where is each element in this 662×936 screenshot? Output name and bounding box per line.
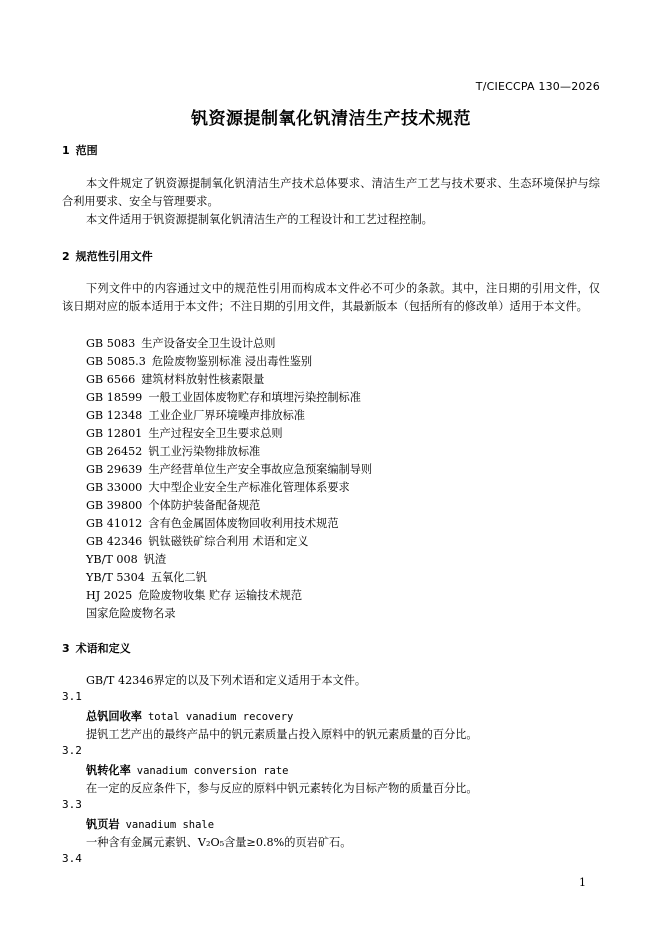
term-definition: 提钒工艺产出的最终产品中的钒元素质量占投入原料中的钒元素质量的百分比。 xyxy=(86,728,478,741)
reference-item: GB 41012 含有色金属固体废物回收利用技术规范 xyxy=(86,517,339,530)
terms-intro-paragraph: GB/T 42346界定的以及下列术语和定义适用于本文件。 xyxy=(86,674,367,687)
term-entry xyxy=(86,762,288,778)
document-number: T/CIECCPA 130—2026 xyxy=(475,80,600,93)
term-chinese: 钒转化率 xyxy=(86,764,131,777)
page-number: 1 xyxy=(579,876,586,889)
reference-item: GB 42346 钒钛磁铁矿综合利用 术语和定义 xyxy=(86,535,309,548)
reference-item: GB 5085.3 危险废物鉴别标准 浸出毒性鉴别 xyxy=(86,355,313,368)
clause-number: 3.1 xyxy=(62,690,82,703)
term-english: vanadium shale xyxy=(125,819,215,831)
document-title: 钒资源提制氧化钒清洁生产技术规范 xyxy=(191,109,471,129)
reference-item: GB 39800 个体防护装备配备规范 xyxy=(86,499,261,512)
reference-item: GB 26452 钒工业污染物排放标准 xyxy=(86,445,261,458)
term-chinese: 钒页岩 xyxy=(86,818,120,831)
section-heading-normative-references xyxy=(62,248,153,264)
term-chinese: 总钒回收率 xyxy=(86,710,142,723)
term-definition: 在一定的反应条件下，参与反应的原料中钒元素转化为目标产物的质量百分比。 xyxy=(86,782,478,795)
reference-item: 国家危险废物名录 xyxy=(86,607,176,620)
reference-item: HJ 2025 危险废物收集 贮存 运输技术规范 xyxy=(86,589,303,602)
reference-item: GB 33000 大中型企业安全生产标准化管理体系要求 xyxy=(86,481,350,494)
scope-paragraph-2: 本文件适用于钒资源提制氧化钒清洁生产的工程设计和工艺过程控制。 xyxy=(86,213,433,226)
term-definition: 一种含有金属元素钒、V₂O₅含量≥0.8%的页岩矿石。 xyxy=(86,836,352,849)
section-title: 术语和定义 xyxy=(75,642,131,655)
reference-item: YB/T 5304 五氧化二钒 xyxy=(86,571,207,584)
reference-item: GB 12801 生产过程安全卫生要求总则 xyxy=(86,427,283,440)
clause-number: 3.3 xyxy=(62,798,82,811)
section-number: 2 xyxy=(62,250,70,263)
term-english: total vanadium recovery xyxy=(147,711,294,723)
section-title: 范围 xyxy=(75,144,98,157)
section-heading-terms-definitions xyxy=(62,640,131,656)
reference-item: GB 12348 工业企业厂界环境噪声排放标准 xyxy=(86,409,305,422)
references-intro-paragraph: 下列文件中的内容通过文中的规范性引用而构成本文件必不可少的条款。其中，注日期的引用文件，仅该日期对应的版本适用于本文件；不注日期的引用文件，其最新版本（包括所有的修改单）适用于本文件。 xyxy=(62,282,600,313)
section-title: 规范性引用文件 xyxy=(75,250,153,263)
section-number: 3 xyxy=(62,642,70,655)
term-english: vanadium conversion rate xyxy=(136,765,289,777)
term-entry xyxy=(86,816,214,832)
clause-number: 3.2 xyxy=(62,744,82,757)
reference-item: YB/T 008 钒渣 xyxy=(86,553,167,566)
reference-item: GB 18599 一般工业固体废物贮存和填埋污染控制标准 xyxy=(86,391,361,404)
section-number: 1 xyxy=(62,144,70,157)
section-heading-scope xyxy=(62,142,98,158)
clause-number: 3.4 xyxy=(62,852,82,865)
reference-item: GB 6566 建筑材料放射性核素限量 xyxy=(86,373,265,386)
scope-paragraph-1: 本文件规定了钒资源提制氧化钒清洁生产技术总体要求、清洁生产工艺与技术要求、生态环境保护与综合利用要求、安全与管理要求。 xyxy=(62,177,600,208)
reference-item: GB 5083 生产设备安全卫生设计总则 xyxy=(86,337,276,350)
term-entry xyxy=(86,708,293,724)
reference-item: GB 29639 生产经营单位生产安全事故应急预案编制导则 xyxy=(86,463,373,476)
